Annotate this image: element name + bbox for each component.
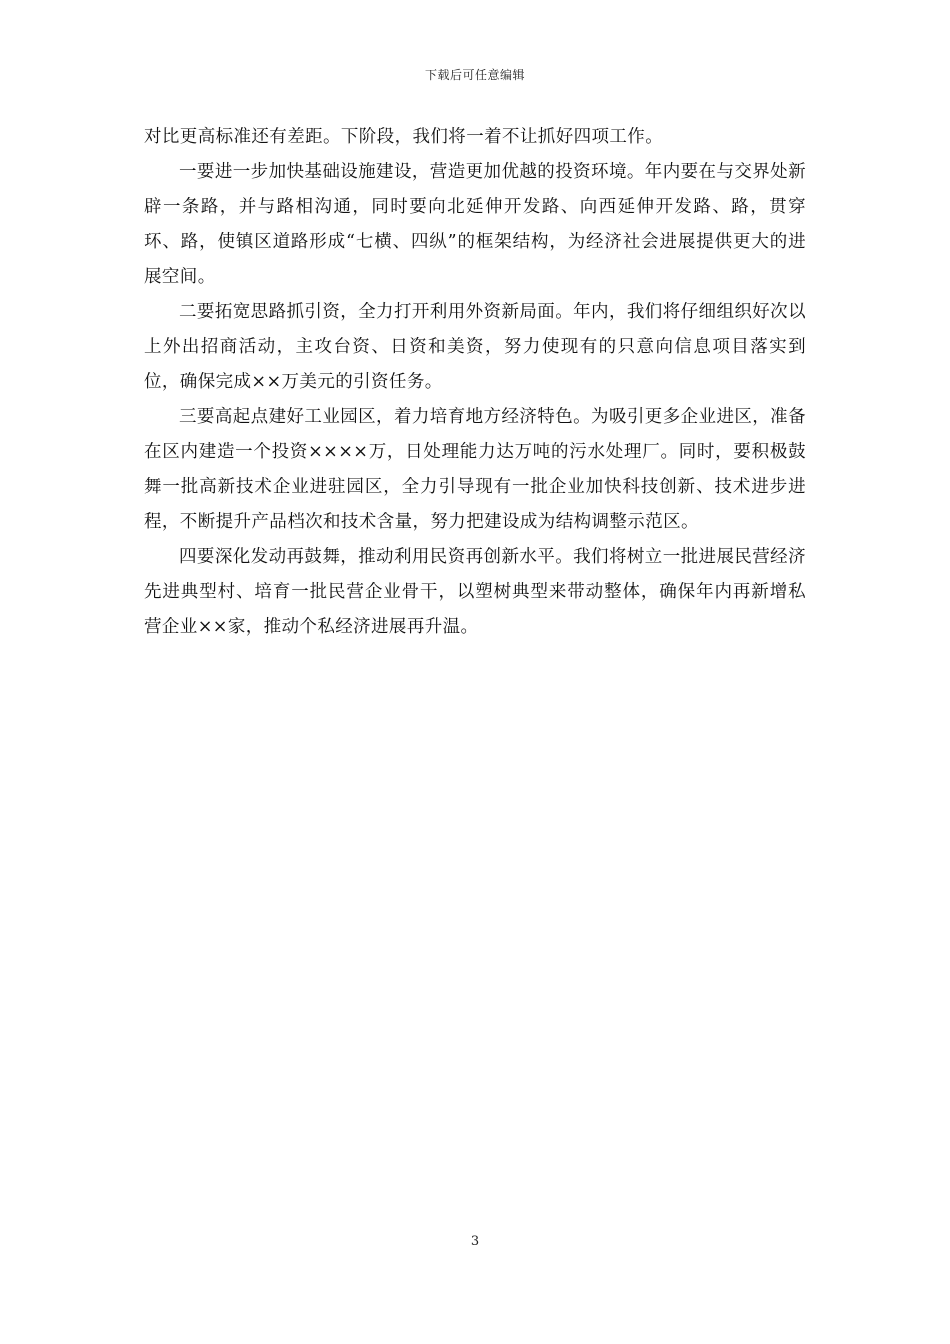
- paragraph-industrial-park: 三要高起点建好工业园区，着力培育地方经济特色。为吸引更多企业进区，准备在区内建造一个投资××××万，日处理能力达万吨的污水处理厂。同时，要积极鼓舞一批高新技术企业进驻园区，全力引导现有一批企业加快科技创新、技术进步进程，不断提升产品档次和技术含量，努力把建设成为结构调整示范区。: [144, 407, 806, 532]
- paragraph-infrastructure: 一要进一步加快基础设施建设，营造更加优越的投资环境。年内要在与交界处新辟一条路，并与路相沟通，同时要向北延伸开发路、向西延伸开发路、路，贯穿环、路，使镇区道路形成“七横、四纵”的框架结构，为经济社会进展提供更大的进展空间。: [144, 162, 806, 287]
- page-number: 3: [470, 1234, 480, 1249]
- header-note: 下载后可任意编辑: [424, 68, 525, 82]
- paragraph-investment: 二要拓宽思路抓引资，全力打开利用外资新局面。年内，我们将仔细组织好次以上外出招商活动，主攻台资、日资和美资，努力使现有的只意向信息项目落实到位，确保完成××万美元的引资任务。: [144, 302, 806, 392]
- paragraph-private-economy: 四要深化发动再鼓舞，推动利用民资再创新水平。我们将树立一批进展民营经济先进典型村、培育一批民营企业骨干，以塑树典型来带动整体，确保年内再新增私营企业××家，推动个私经济进展再升温。: [144, 547, 806, 637]
- document-body: [144, 120, 806, 645]
- paragraph-continuation: 对比更高标准还有差距。下阶段，我们将一着不让抓好四项工作。: [144, 127, 664, 147]
